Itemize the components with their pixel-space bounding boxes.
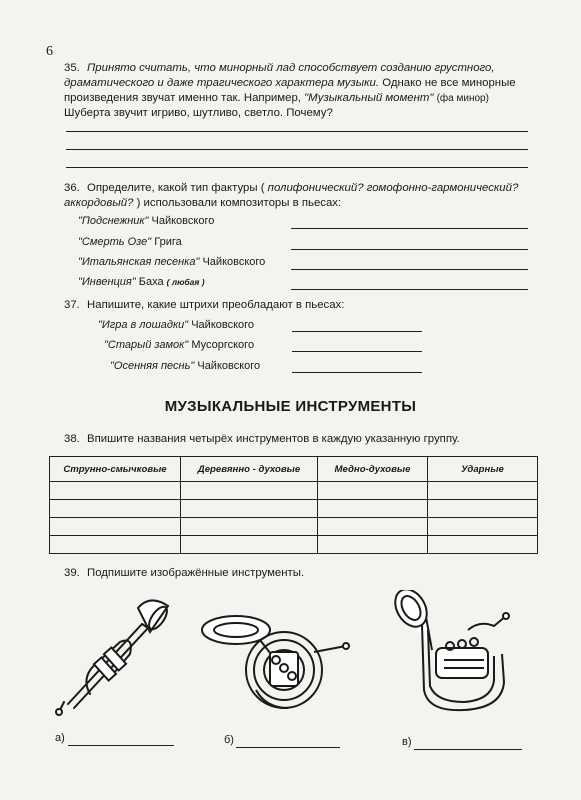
piece-title: "Старый замок" bbox=[104, 339, 189, 351]
piece-title: "Музыкальный момент" bbox=[304, 92, 434, 104]
answer-line[interactable] bbox=[291, 228, 528, 229]
table-cell[interactable] bbox=[318, 518, 428, 536]
piece-note: ( любая ) bbox=[166, 277, 205, 287]
answer-line[interactable] bbox=[291, 269, 528, 270]
answer-line[interactable] bbox=[291, 249, 528, 250]
instrument-groups-table bbox=[49, 456, 538, 554]
table-cell[interactable] bbox=[181, 482, 318, 500]
table-cell[interactable] bbox=[428, 482, 538, 500]
question-number: 37. bbox=[64, 299, 80, 311]
table-cell[interactable] bbox=[181, 536, 318, 554]
piece-composer: Чайковского bbox=[202, 256, 266, 268]
question-number: 35. bbox=[64, 62, 80, 74]
question-38 bbox=[64, 432, 460, 447]
piece-item bbox=[78, 215, 214, 227]
piece-title: "Итальянская песенка" bbox=[78, 256, 200, 268]
table-cell[interactable] bbox=[50, 500, 181, 518]
table-cell[interactable] bbox=[428, 518, 538, 536]
piece-item bbox=[110, 360, 260, 372]
table-header-row bbox=[50, 457, 538, 482]
column-header: Ударные bbox=[428, 457, 538, 482]
question-text: Шуберта звучит игриво, шутливо, светло. Почему? bbox=[64, 107, 333, 119]
page-number: 6 bbox=[46, 44, 53, 59]
question-text: Подпишите изображённые инструменты. bbox=[87, 567, 305, 579]
piece-item bbox=[104, 339, 254, 351]
answer-line[interactable] bbox=[291, 289, 528, 290]
piece-composer: Грига bbox=[154, 236, 182, 248]
texture-options: полифонический? гомофонно-гармонический? аккордовый? bbox=[64, 182, 519, 209]
question-35 bbox=[64, 61, 536, 121]
piece-title: "Инвенция" bbox=[78, 276, 136, 288]
piece-title: "Подснежник" bbox=[78, 215, 149, 227]
piece-title: "Осенняя песнь" bbox=[110, 360, 195, 372]
piece-item bbox=[78, 256, 265, 268]
table-cell[interactable] bbox=[181, 518, 318, 536]
table-cell[interactable] bbox=[428, 500, 538, 518]
table-cell[interactable] bbox=[318, 482, 428, 500]
piece-key: (фа минор) bbox=[436, 93, 489, 104]
piece-item bbox=[78, 236, 182, 248]
piece-title: "Смерть Озе" bbox=[78, 236, 152, 248]
piece-item bbox=[98, 319, 254, 331]
answer-line[interactable] bbox=[292, 351, 422, 352]
french-horn-icon bbox=[196, 598, 356, 720]
column-header: Медно-духовые bbox=[318, 457, 428, 482]
piece-composer: Чайковского bbox=[151, 215, 215, 227]
question-37 bbox=[64, 298, 344, 313]
piece-item bbox=[78, 276, 205, 288]
question-number: 39. bbox=[64, 567, 80, 579]
answer-line-c[interactable] bbox=[414, 749, 522, 750]
question-39 bbox=[64, 566, 304, 581]
question-number: 38. bbox=[64, 433, 80, 445]
table-cell[interactable] bbox=[318, 536, 428, 554]
table-row bbox=[50, 482, 538, 500]
answer-label-c: в) bbox=[402, 736, 412, 748]
table-cell[interactable] bbox=[50, 536, 181, 554]
question-number: 36. bbox=[64, 182, 80, 194]
piece-composer: Мусоргского bbox=[191, 339, 255, 351]
table-cell[interactable] bbox=[181, 500, 318, 518]
answer-line[interactable] bbox=[66, 167, 528, 168]
table-cell[interactable] bbox=[318, 500, 428, 518]
question-text: Впишите названия четырёх инструментов в каждую указанную группу. bbox=[87, 433, 460, 445]
section-heading: МУЗЫКАЛЬНЫЕ ИНСТРУМЕНТЫ bbox=[164, 398, 417, 415]
answer-line[interactable] bbox=[66, 149, 528, 150]
tuba-icon bbox=[384, 590, 514, 718]
piece-composer: Чайковского bbox=[197, 360, 261, 372]
answer-label-b: б) bbox=[224, 734, 234, 746]
table-row bbox=[50, 518, 538, 536]
question-text: ) использовали композиторы в пьесах: bbox=[136, 197, 342, 209]
question-text: Напишите, какие штрихи преобладают в пьесах: bbox=[87, 299, 345, 311]
table-cell[interactable] bbox=[428, 536, 538, 554]
trumpet-icon bbox=[50, 596, 180, 718]
answer-line[interactable] bbox=[292, 331, 422, 332]
question-36 bbox=[64, 181, 534, 211]
question-intro: Принято считать, что минорный лад способствует созданию грустного, драматического и даже трагического характера музыки. bbox=[64, 62, 495, 89]
answer-line[interactable] bbox=[66, 131, 528, 132]
answer-line-a[interactable] bbox=[68, 745, 174, 746]
answer-line[interactable] bbox=[292, 372, 422, 373]
table-row bbox=[50, 536, 538, 554]
question-text: Однако не все минорные произведения звучат именно так. Например, bbox=[64, 77, 516, 104]
table-cell[interactable] bbox=[50, 518, 181, 536]
piece-title: "Игра в лошадки" bbox=[98, 319, 189, 331]
answer-label-a: а) bbox=[55, 732, 65, 744]
column-header: Деревянно - духовые bbox=[181, 457, 318, 482]
question-text: Определите, какой тип фактуры ( bbox=[87, 182, 265, 194]
column-header: Струнно-смычковые bbox=[50, 457, 181, 482]
table-cell[interactable] bbox=[50, 482, 181, 500]
piece-composer: Чайковского bbox=[191, 319, 255, 331]
answer-line-b[interactable] bbox=[236, 747, 340, 748]
piece-composer: Баха bbox=[138, 276, 164, 288]
table-row bbox=[50, 500, 538, 518]
